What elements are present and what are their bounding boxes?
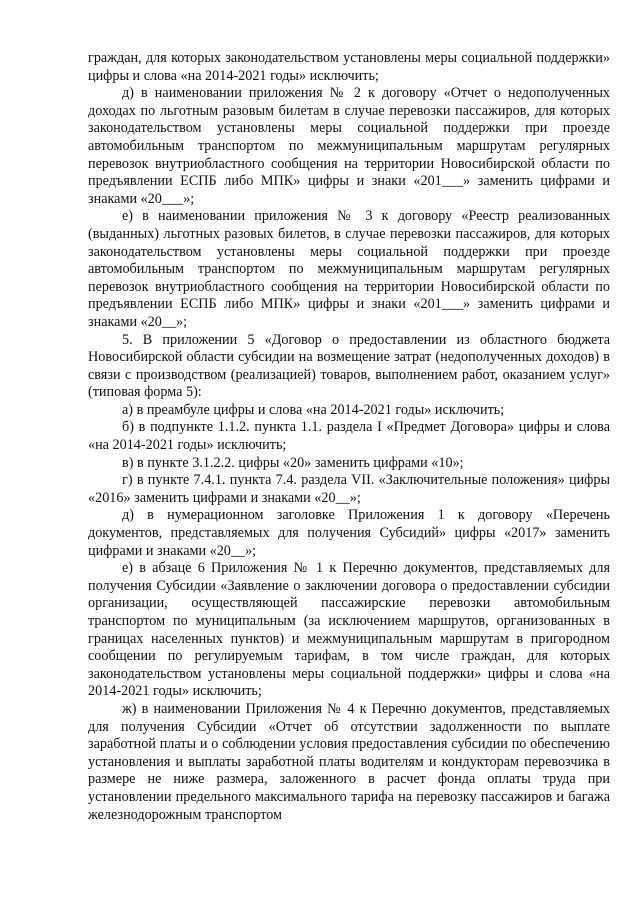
paragraph-continuation: граждан, для которых законодательством установлены меры социальной поддержки» цифры и слова «на 2014-2021 годы» исключить; xyxy=(88,50,610,84)
paragraph-item-e-appendix-3: е) в наименовании приложения № 3 к договору «Реестр реализованных (выданных) льготных разовых билетов, в случае перевозки пассажиров, для которых законодательством установлены меры социальной поддержки при проезде автомобильным транспортом по межмуниципальным маршрутам регулярных перевозок внутриобластного сообщения на территории Новосибирской области по предъявлении ЕСПБ либо МПК» цифры и знаки «201___» заменить цифрами и знаками «20__»; xyxy=(88,208,610,330)
paragraph-item-a: а) в преамбуле цифры и слова «на 2014-2021 годы» исключить; xyxy=(122,401,505,418)
paragraph-item-e: е) в абзаце 6 Приложения № 1 к Перечню документов, представляемых для получения Субсидии «Заявление о заключении договора о предоставлении субсидии организации, осуществляющей пассажирские перевозки автомобильным транспортом по муниципальным (за исключением маршрутов, организованных в границах населенных пунктов) и межмуниципальным маршрутам в пригородном сообщении по регулируемым тарифам, в том числе граждан, для которых законодательством установлены меры социальной поддержки» цифры и слова «на 2014-2021 годы» исключить; xyxy=(88,560,610,700)
paragraph-item-zh: ж) в наименовании Приложения № 4 к Перечню документов, представляемых для получения Субсидии «Отчет об отсутствии задолженности по выплате заработной платы и о соблюдении условия предоставления субсидии по обеспечению установления и выплаты заработной платы водителям и кондукторам перевозчика в размере не ниже размера, заложенного в расчет фонда оплаты труда при установлении предельного максимального тарифа на перевозку пассажиров и багажа железнодорожным транспортом xyxy=(88,700,610,823)
document-page xyxy=(88,50,610,824)
paragraph-item-d: д) в нумерационном заголовке Приложения 1 к договору «Перечень документов, представляемых для получения Субсидий» цифры «2017» заменить цифрами и знаками «20__»; xyxy=(88,507,610,559)
paragraph-item-b: б) в подпункте 1.1.2. пункта 1.1. раздела I «Предмет Договора» цифры и слова «на 2014-2021 годы» исключить; xyxy=(88,419,610,454)
paragraph-section-5: 5. В приложении 5 «Договор о предоставлении из областного бюджета Новосибирской области субсидии на возмещение затрат (недополученных доходов) в связи с производством (реализацией) товаров, выполнением работ, оказанием услуг» (типовая форма 5): xyxy=(88,331,610,401)
paragraph-item-g: г) в пункте 7.4.1. пункта 7.4. раздела VII. «Заключительные положения» цифры «2016» заменить цифрами и знаками «20__»; xyxy=(88,472,610,506)
paragraph-item-v: в) в пункте 3.1.2.2. цифры «20» заменить цифрами «10»; xyxy=(122,454,464,471)
paragraph-item-d-appendix-2: д) в наименовании приложения № 2 к договору «Отчет о недополученных доходах по льготным разовым билетам в случае перевозки пассажиров, для которых законодательством установлены меры социальной поддержки при проезде автомобильным транспортом по межмуниципальным маршрутам регулярных перевозок внутриобластного сообщения на территории Новосибирской области по предъявлении ЕСПБ либо МПК» цифры и знаки «201___» заменить цифрами и знаками «20___»; xyxy=(88,85,610,207)
